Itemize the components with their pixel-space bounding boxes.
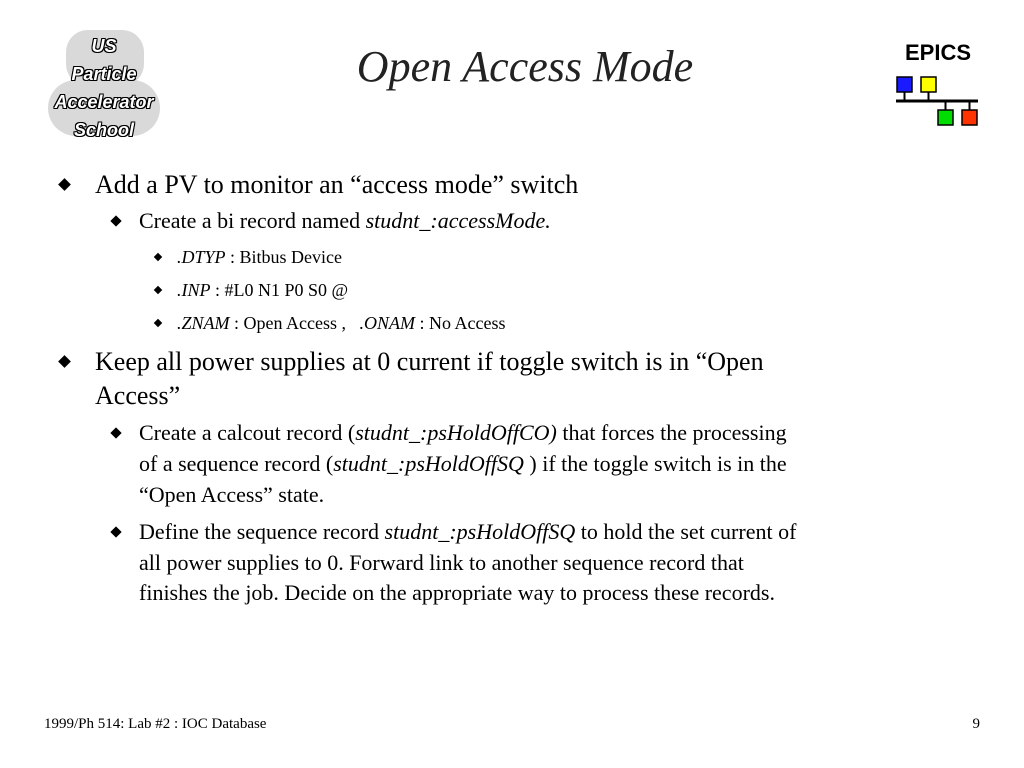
page-number: 9 [972, 716, 980, 732]
field-onam-name: .ONAM [359, 313, 415, 333]
epics-logo [892, 40, 992, 135]
bullet-diamond-l3 [154, 286, 162, 294]
sequence-l1-a: Define the sequence record [139, 519, 385, 544]
calcout-l2-a: of a sequence record ( [139, 451, 334, 476]
epics-label: EPICS [904, 40, 972, 65]
field-inp-name: .INP [177, 280, 211, 300]
bullet-power-supplies-line1: Keep all power supplies at 0 current if toggle switch is in “Open [95, 347, 764, 376]
calcout-l1-a: Create a calcout record ( [139, 420, 356, 445]
bi-record-prefix: Create a bi record named [139, 208, 366, 233]
bullet-bi-record [139, 206, 551, 236]
sequence-line3: finishes the job. Decide on the appropriate way to process these records. [139, 580, 775, 605]
epics-blue-square [897, 77, 912, 92]
bi-record-name: studnt_:accessMode. [365, 208, 551, 233]
logo-line-school: School [73, 120, 134, 140]
sequence-line1 [139, 517, 796, 547]
field-dtyp-value: : Bitbus Device [225, 247, 342, 267]
bullet-power-supplies-line2: Access” [95, 381, 181, 410]
calcout-line2 [139, 449, 787, 479]
bullet-diamond-l3 [154, 319, 162, 327]
epics-network-graphic [892, 40, 992, 135]
sequence-line2: all power supplies to 0. Forward link to another sequence record that [139, 550, 744, 575]
slide-title: Open Access Mode [356, 42, 694, 91]
bullet-diamond-l3 [154, 253, 162, 261]
epics-green-square [938, 110, 953, 125]
field-dtyp [177, 245, 342, 269]
logo-line-accelerator: Accelerator [54, 92, 154, 112]
logo-line-particle: Particle [71, 64, 137, 84]
bullet-access-mode: Add a PV to monitor an “access mode” switch [95, 170, 579, 199]
bullet-diamond-l1 [58, 178, 71, 191]
footer-text: 1999/Ph 514: Lab #2 : IOC Database [44, 716, 267, 732]
field-onam-value: : No Access [415, 313, 506, 333]
epics-red-square [962, 110, 977, 125]
field-inp [177, 278, 348, 302]
uspas-logo [44, 30, 164, 140]
calcout-l2-b: ) if the toggle switch is in the [523, 451, 787, 476]
bullet-diamond-l2 [110, 215, 121, 226]
calcout-line1 [139, 418, 787, 448]
sequence-l1-record: studnt_:psHoldOffSQ [384, 519, 576, 544]
calcout-l1-record: studnt_:psHoldOffCO) [355, 420, 557, 445]
bullet-diamond-l2 [110, 526, 121, 537]
bullet-diamond-l2 [110, 427, 121, 438]
bullet-diamond-l1 [58, 355, 71, 368]
logo-text [44, 32, 164, 144]
field-znam-name: .ZNAM [177, 313, 230, 333]
logo-line-us: US [91, 36, 117, 56]
epics-yellow-square [921, 77, 936, 92]
field-znam-value: : Open Access , [229, 313, 360, 333]
sequence-l1-b: to hold the set current of [575, 519, 797, 544]
field-znam-onam [177, 311, 505, 335]
field-dtyp-name: .DTYP [177, 247, 226, 267]
calcout-line3: “Open Access” state. [139, 482, 325, 507]
field-inp-value: : #L0 N1 P0 S0 @ [210, 280, 349, 300]
calcout-l2-record: studnt_:psHoldOffSQ [333, 451, 524, 476]
calcout-l1-b: that forces the processing [556, 420, 787, 445]
